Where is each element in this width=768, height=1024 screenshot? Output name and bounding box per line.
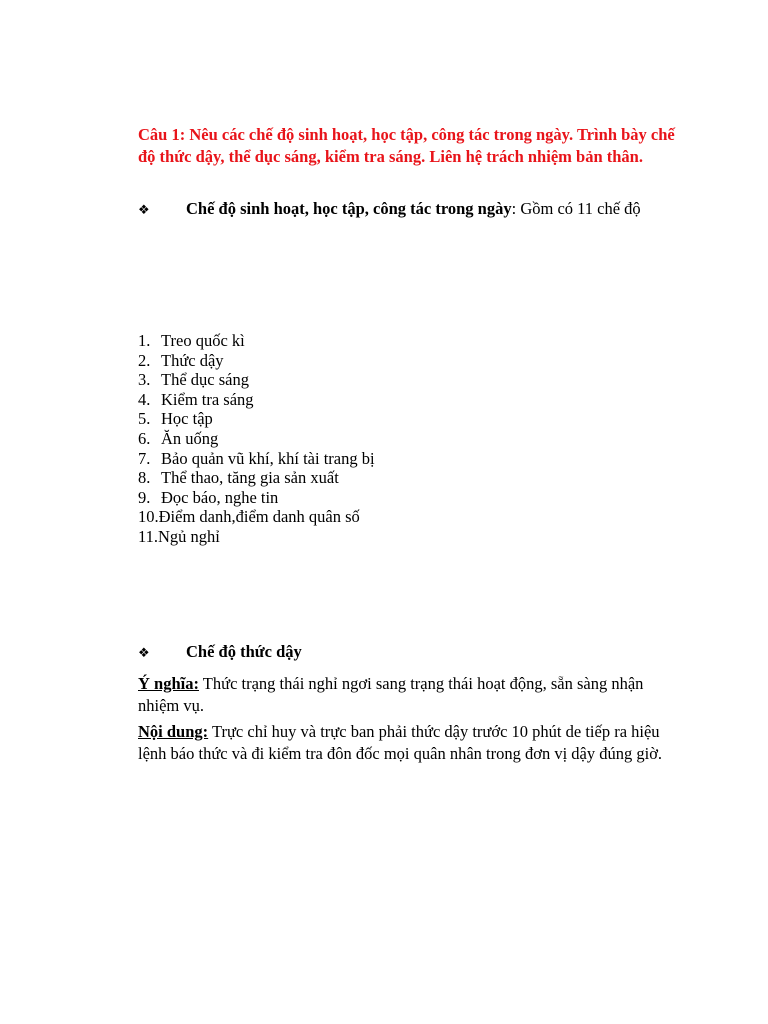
list-text: Ngủ nghỉ — [158, 526, 220, 546]
list-item — [138, 527, 375, 547]
regime-list — [138, 331, 375, 547]
list-number: 1. — [138, 331, 151, 350]
section-daily-regimes — [138, 198, 698, 222]
list-item — [138, 429, 375, 449]
diamond-bullet-icon: ❖ — [138, 203, 150, 218]
list-item — [138, 390, 375, 410]
paragraph-text: Thức trạng thái nghỉ ngơi sang trạng thái hoạt động, sẵn sàng nhận nhiệm vụ. — [138, 674, 644, 715]
list-item — [138, 449, 375, 469]
list-item — [138, 351, 375, 371]
list-text: Bảo quản vũ khí, khí tài trang bị — [161, 448, 375, 468]
section-heading: Chế độ sinh hoạt, học tập, công tác trong ngày — [186, 199, 512, 218]
list-number: 7. — [138, 448, 151, 468]
section-text: : Gồm có 11 chế độ — [511, 199, 641, 218]
list-text: Thể dục sáng — [161, 370, 249, 390]
list-text: Kiểm tra sáng — [161, 389, 254, 409]
list-item — [138, 370, 375, 390]
list-item — [138, 507, 375, 527]
diamond-bullet-icon: ❖ — [138, 646, 150, 661]
list-item — [138, 488, 375, 508]
list-item — [138, 468, 375, 488]
list-text: Thức dậy — [161, 350, 224, 370]
list-number: 9. — [138, 487, 151, 507]
section-heading: Chế độ thức dậy — [186, 642, 302, 661]
list-text: Ăn uống — [161, 428, 219, 448]
list-number: 3. — [138, 370, 151, 390]
list-text: Treo quốc kì — [161, 331, 245, 350]
list-number: 5. — [138, 409, 151, 429]
question-title: Câu 1: Nêu các chế độ sinh hoạt, học tập, công tác trong ngày. Trình bày chế độ thức dậy, thể dục sáng, kiểm tra sáng. Liên hệ trách nhiệm bản thân. — [138, 125, 675, 166]
list-text: Điểm danh,điểm danh quân số — [158, 507, 360, 527]
section-wake-up — [138, 641, 698, 665]
list-item — [138, 409, 375, 429]
list-text: Thể thao, tăng gia sản xuất — [161, 468, 339, 488]
list-number: 6. — [138, 428, 151, 448]
list-number: 10. — [138, 507, 159, 527]
paragraph-label: Ý nghĩa: — [138, 674, 199, 693]
content-paragraph — [138, 721, 683, 765]
list-number: 4. — [138, 389, 151, 409]
list-text: Đọc báo, nghe tin — [161, 487, 279, 507]
paragraph-text: Trực chỉ huy và trực ban phải thức dậy trước 10 phút de tiếp ra hiệu lệnh báo thức và đi kiểm tra đôn đốc mọi quân nhân trong đơn vị dậy đúng giờ. — [138, 722, 663, 763]
list-number: 8. — [138, 468, 151, 488]
list-number: 11. — [138, 526, 159, 546]
meaning-paragraph — [138, 673, 683, 717]
list-item — [138, 331, 375, 351]
list-text: Học tập — [161, 409, 213, 429]
list-number: 2. — [138, 350, 151, 370]
paragraph-label: Nội dung: — [138, 722, 209, 741]
